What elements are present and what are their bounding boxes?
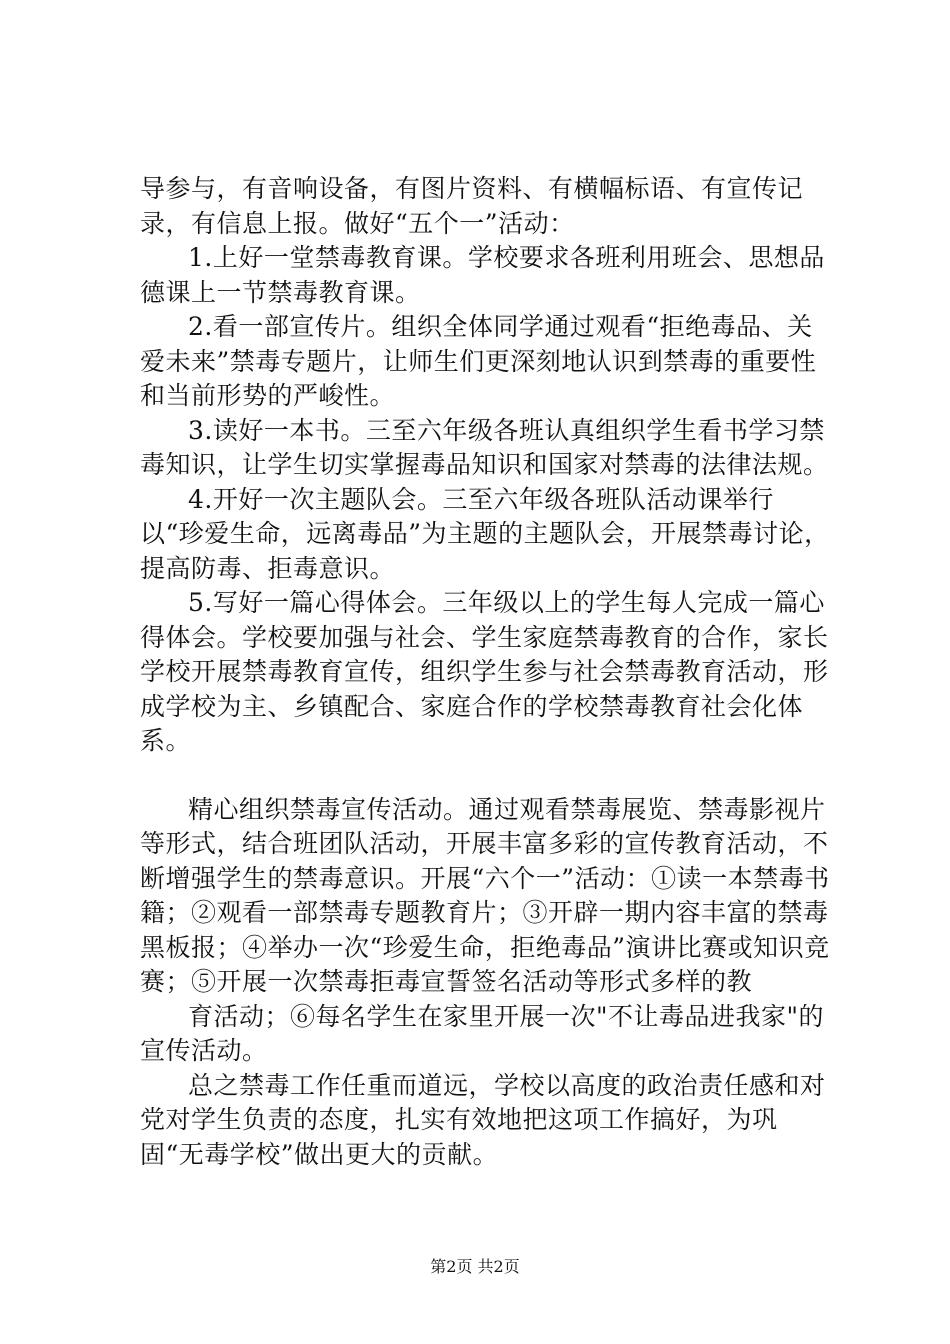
paragraph-item-1: 1.上好一堂禁毒教育课。学校要求各班利用班会、思想品德课上一节禁毒教育课。 — [140, 243, 825, 307]
paragraph-conclusion: 总之禁毒工作任重而道远，学校以高度的政治责任感和对党对学生负责的态度，扎实有效地把这项工作搞好，为巩固“无毒学校”做出更大的贡献。 — [140, 1070, 826, 1169]
page-number-footer: 第2页 共2页 — [430, 1257, 520, 1276]
paragraph-continuation: 导参与，有音响设备，有图片资料、有横幅标语、有宣传记录，有信息上报。做好“五个一”活动： — [140, 174, 804, 238]
paragraph-publicity: 精心组织禁毒宣传活动。通过观看禁毒展览、禁毒影视片等形式，结合班团队活动，开展丰富多彩的宣传教育活动，不断增强学生的禁毒意识。开展“六个一”活动：①读一本禁毒书籍；②观看一部禁毒专题教育片；③开辟一期内容丰富的禁毒黑板报；④举办一次“珍爱生命，拒绝毒品”演讲比赛或知识竞赛；⑤开展一次禁毒拒毒宣誓签名活动等形式多样的教 — [140, 794, 830, 996]
paragraph-item-5: 5.写好一篇心得体会。三年级以上的学生每人完成一篇心得体会。学校要加强与社会、学生家庭禁毒教育的合作，家长学校开展禁毒教育宣传，组织学生参与社会禁毒教育活动，形成学校为主、乡镇配合、家庭合作的学校禁毒教育社会化体系。 — [140, 588, 829, 755]
paragraph-item-3: 3.读好一本书。三至六年级各班认真组织学生看书学习禁毒知识，让学生切实掌握毒品知识和国家对禁毒的法律法规。 — [140, 415, 829, 479]
paragraph-publicity-continued: 育活动；⑥每名学生在家里开展一次"不让毒品进我家"的宣传活动。 — [140, 1001, 825, 1065]
document-body — [140, 172, 830, 1172]
paragraph-item-4: 4.开好一次主题队会。三至六年级各班队活动课举行以“珍爱生命，远离毒品”为主题的主题队会，开展禁毒讨论，提高防毒、拒毒意识。 — [140, 484, 830, 583]
paragraph-spacer — [140, 759, 830, 793]
paragraph-item-2: 2.看一部宣传片。组织全体同学通过观看“拒绝毒品、关爱未来”禁毒专题片，让师生们更深刻地认识到禁毒的重要性和当前形势的严峻性。 — [140, 312, 817, 410]
